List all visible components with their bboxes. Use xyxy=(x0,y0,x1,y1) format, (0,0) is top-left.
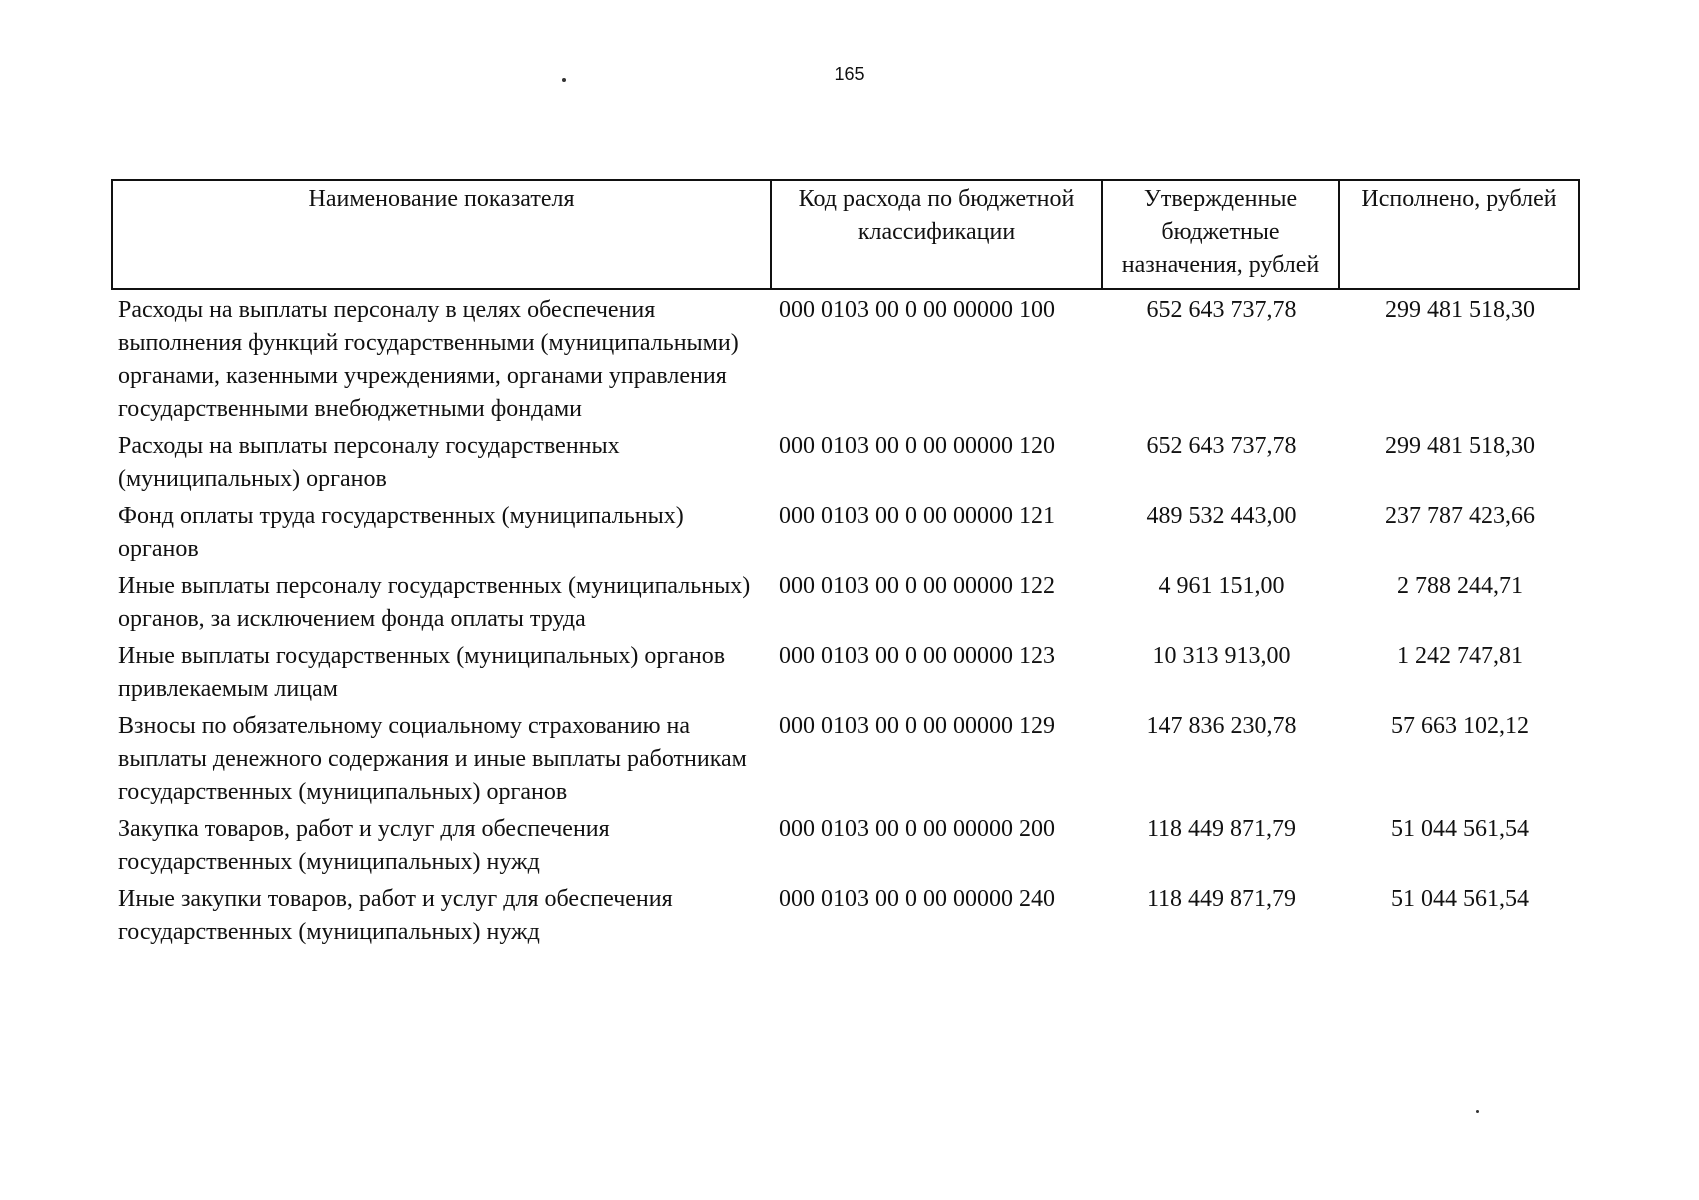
row-name: Иные закупки товаров, работ и услуг для обеспечения государственных (муниципальных) нужд xyxy=(118,886,673,945)
row-approved: 118 449 871,79 xyxy=(1146,886,1297,912)
table-row xyxy=(112,883,1579,953)
row-name: Иные выплаты государственных (муниципальных) органов привлекаемым лицам xyxy=(118,643,726,702)
header-executed-amount: Исполнено, рублей xyxy=(1339,180,1579,289)
row-name: Расходы на выплаты персоналу государственных (муниципальных) органов xyxy=(118,433,620,492)
scan-speck xyxy=(1476,1110,1479,1113)
row-name: Расходы на выплаты персоналу в целях обеспечения выполнения функций государственными (муниципальными) органами, казенными учреждениями, органами управления государственными внебюджетными фондами xyxy=(118,297,739,422)
row-code: 000 0103 00 0 00 00000 129 xyxy=(779,713,1055,739)
page-number: 165 xyxy=(834,64,865,84)
table-row xyxy=(112,570,1579,640)
header-indicator-name: Наименование показателя xyxy=(112,180,771,289)
table-row xyxy=(112,813,1579,883)
row-executed: 299 481 518,30 xyxy=(1385,433,1535,459)
row-code: 000 0103 00 0 00 00000 123 xyxy=(779,643,1055,669)
row-executed: 1 242 747,81 xyxy=(1397,643,1523,669)
table-row xyxy=(112,500,1579,570)
table-row xyxy=(112,710,1579,813)
row-code: 000 0103 00 0 00 00000 240 xyxy=(779,886,1055,912)
row-code: 000 0103 00 0 00 00000 120 xyxy=(779,433,1055,459)
row-executed: 2 788 244,71 xyxy=(1397,573,1523,599)
row-name: Фонд оплаты труда государственных (муниципальных) органов xyxy=(118,503,684,562)
row-code: 000 0103 00 0 00 00000 200 xyxy=(779,816,1055,842)
row-name: Иные выплаты персоналу государственных (муниципальных) органов, за исключением фонда оплаты труда xyxy=(118,573,751,632)
row-approved: 147 836 230,78 xyxy=(1146,713,1297,739)
row-executed: 237 787 423,66 xyxy=(1385,503,1535,529)
scan-speck xyxy=(562,78,566,82)
row-approved: 652 643 737,78 xyxy=(1146,433,1297,459)
row-name: Закупка товаров, работ и услуг для обеспечения государственных (муниципальных) нужд xyxy=(118,816,610,875)
row-name: Взносы по обязательному социальному страхованию на выплаты денежного содержания и иные выплаты работникам государственных (муниципальных) органов xyxy=(118,713,747,805)
row-executed: 51 044 561,54 xyxy=(1391,886,1529,912)
row-executed: 57 663 102,12 xyxy=(1391,713,1529,739)
budget-execution-table xyxy=(111,179,1580,953)
header-approved-amount: Утвержденные бюджетные назначения, рублей xyxy=(1102,180,1339,289)
row-code: 000 0103 00 0 00 00000 121 xyxy=(779,503,1055,529)
table-row xyxy=(112,289,1579,430)
table-row xyxy=(112,640,1579,710)
table-row xyxy=(112,430,1579,500)
row-approved: 118 449 871,79 xyxy=(1146,816,1297,842)
row-approved: 652 643 737,78 xyxy=(1146,297,1297,323)
row-approved: 4 961 151,00 xyxy=(1158,573,1285,599)
row-code: 000 0103 00 0 00 00000 100 xyxy=(779,297,1055,323)
row-executed: 299 481 518,30 xyxy=(1385,297,1535,323)
row-code: 000 0103 00 0 00 00000 122 xyxy=(779,573,1055,599)
row-executed: 51 044 561,54 xyxy=(1391,816,1529,842)
table-header-row xyxy=(112,180,1579,289)
row-approved: 10 313 913,00 xyxy=(1152,643,1291,669)
row-approved: 489 532 443,00 xyxy=(1146,503,1297,529)
header-expense-code: Код расхода по бюджетной классификации xyxy=(771,180,1102,289)
